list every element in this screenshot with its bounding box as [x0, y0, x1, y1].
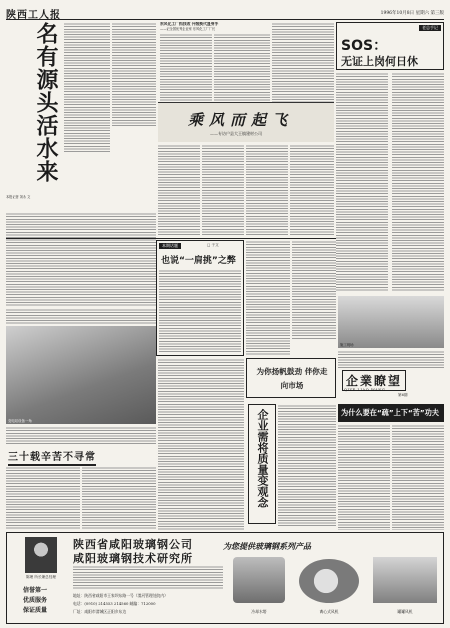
sub-heading-1: 东风化工厂抓技改 升级换代显身手	[160, 22, 219, 26]
text-block	[214, 33, 270, 101]
text-block	[73, 565, 223, 589]
text-block	[246, 240, 290, 356]
right-mid-banner	[338, 404, 444, 422]
paper-name: 陕西工人报	[6, 10, 61, 19]
product-image	[299, 559, 359, 603]
text-block	[6, 426, 156, 444]
text-block	[392, 424, 444, 530]
ad-motto-2: 优质服务	[23, 597, 48, 604]
substation-photo	[6, 326, 156, 424]
ad-company-1: 陕西省咸阳玻璃钢公司	[73, 538, 193, 551]
text-block	[338, 424, 390, 530]
sub-heading-2: ——记全国优秀企业家 东风化工厂厂长	[160, 26, 216, 31]
text-block	[290, 144, 334, 236]
product-label: 冷却水塔	[251, 609, 267, 614]
photo-caption: 变电站设备一角	[8, 419, 32, 423]
right-top-title: SOS：	[341, 38, 388, 54]
left-article	[6, 22, 62, 212]
ad-person-caption: 陈理 所长兼总经理	[26, 575, 56, 579]
text-block	[292, 240, 336, 340]
text-block	[392, 72, 444, 292]
ad-box	[6, 532, 444, 624]
text-block	[278, 404, 336, 528]
qiye-pinyin: QIYE LIAO WANG	[344, 388, 386, 392]
text-block	[202, 144, 244, 236]
product-label: 罐罐风机	[397, 609, 413, 614]
masthead-rule	[6, 19, 444, 20]
slogan-box	[246, 358, 336, 398]
masthead	[6, 5, 444, 19]
left-article-byline: 本报记者 刘永 文	[6, 195, 31, 199]
center-feature-subtitle: ——专访户县大王镇建材公司	[210, 131, 262, 136]
text-block	[82, 466, 156, 530]
ad-slogan: 为您提供玻璃钢系列产品	[223, 542, 311, 551]
slogan-text: 为你扬帆鼓劲 伴你走向市场	[256, 367, 328, 390]
ad-address-3: 厂址：咸阳市渭城区正阳乡东边	[73, 609, 127, 614]
text-block	[158, 358, 244, 530]
text-block	[160, 33, 212, 101]
column-tag: 老总手记	[419, 25, 441, 31]
avatar	[25, 537, 57, 573]
text-block	[6, 466, 80, 530]
product-image	[373, 557, 437, 603]
qiye-title: 企業瞭望	[342, 370, 406, 391]
section-rule	[6, 238, 336, 239]
text-block	[246, 144, 288, 236]
right-top-box	[336, 22, 444, 70]
qiye-liaowang	[340, 370, 444, 400]
sub-heading	[160, 22, 270, 32]
date-line: 1996年10月8日 星期六 第三版	[380, 11, 444, 16]
ad-company-2: 咸阳玻璃钢技术研究所	[73, 552, 193, 565]
ad-motto-1: 信誉第一	[23, 587, 48, 594]
middle-left-article	[156, 240, 244, 356]
text-block	[6, 212, 156, 306]
ad-address-1: 地址：陕西省咸阳市王家坝东路一号（渭河管理处院内）	[73, 593, 168, 598]
text-block	[338, 350, 444, 368]
qiye-issue: 第6期	[398, 393, 408, 397]
center-feature	[158, 102, 334, 142]
vertical-heading: 企业需将质量变观念	[256, 409, 269, 508]
text-block	[6, 308, 156, 324]
bottom-left-title: 三十载辛苦不寻常	[8, 448, 96, 466]
right-top-subtitle: 无证上岗何日休	[341, 55, 418, 68]
center-feature-title: 乘风而起飞	[188, 111, 294, 129]
kicker-tag: 本期话题	[159, 243, 181, 249]
ad-motto-3: 保证质量	[23, 607, 48, 614]
photo-caption: 施工现场	[340, 343, 354, 347]
middle-left-title: 也说“一肩挑”之弊	[161, 256, 236, 266]
news-photo	[338, 296, 444, 348]
ad-address-2: 电话：(0910) 214553 214560 邮编：712000	[73, 601, 156, 606]
bottom-left-article	[6, 446, 156, 530]
text-block	[159, 269, 241, 353]
product-image	[233, 557, 285, 603]
text-block	[158, 144, 200, 236]
middle-left-author: □ 于文	[207, 243, 219, 247]
text-block	[64, 22, 110, 152]
left-article-title: 名有源头活水来	[33, 22, 59, 183]
vertical-heading-box	[248, 404, 276, 524]
text-block	[336, 72, 388, 292]
right-mid-title: 为什么要在“疏”上下“苦”功夫	[341, 408, 439, 417]
text-block	[112, 22, 156, 126]
product-label: 离心式风机	[319, 609, 339, 614]
